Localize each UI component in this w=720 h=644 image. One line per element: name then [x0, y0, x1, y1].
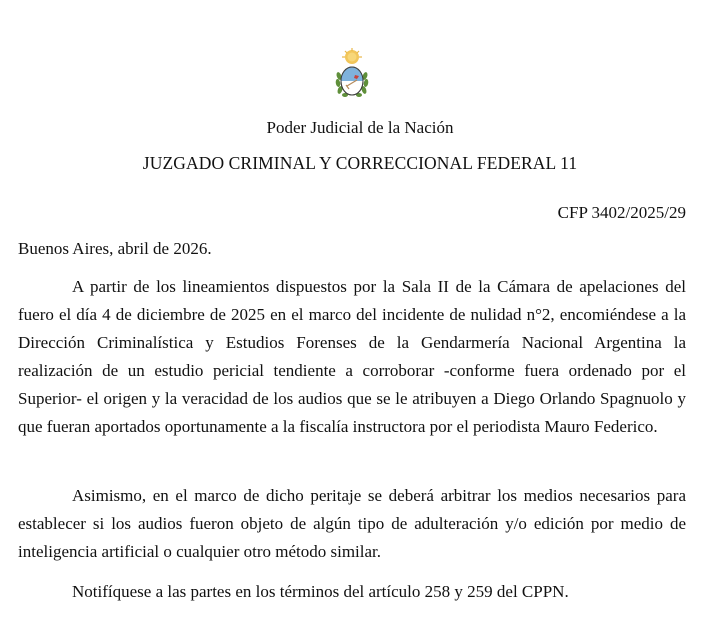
coat-of-arms-icon: [333, 48, 371, 100]
case-number: CFP 3402/2025/29: [557, 203, 686, 222]
dateline: Buenos Aires, abril de 2026.: [18, 239, 212, 258]
paragraph-order: A partir de los lineamientos dispuestos por la Sala II de la Cámara de apelaciones del fuero el día 4 de diciembre de 2025 en el marco del incidente de nulidad n°2, encomiéndese a la Dirección Criminalística y Estudios Forenses de la Gendarmería Nacional Argentina la realización de un estudio pericial tendiente a corroborar -conforme fuera ordenado por el Superior- el origen y la veracidad de los audios que se le atribuyen a Diego Orlando Spagnuolo y que fueran aportados oportunamente a la fiscalía instructora por el periodista Mauro Federico.: [18, 277, 686, 436]
paragraph-scope: Asimismo, en el marco de dicho peritaje se deberá arbitrar los medios necesarios para establecer si los audios fueron objeto de algún tipo de adulteración y/o edición por medio de inteligencia artificial o cualquier otro método similar.: [18, 486, 686, 561]
shield-icon: [341, 67, 363, 95]
paragraph-notification: Notifíquese a las partes en los términos del artículo 258 y 259 del CPPN.: [72, 582, 569, 601]
sun-icon: [342, 48, 362, 64]
issuing-authority: Poder Judicial de la Nación: [266, 118, 454, 137]
court-name: JUZGADO CRIMINAL Y CORRECCIONAL FEDERAL 11: [142, 153, 578, 173]
